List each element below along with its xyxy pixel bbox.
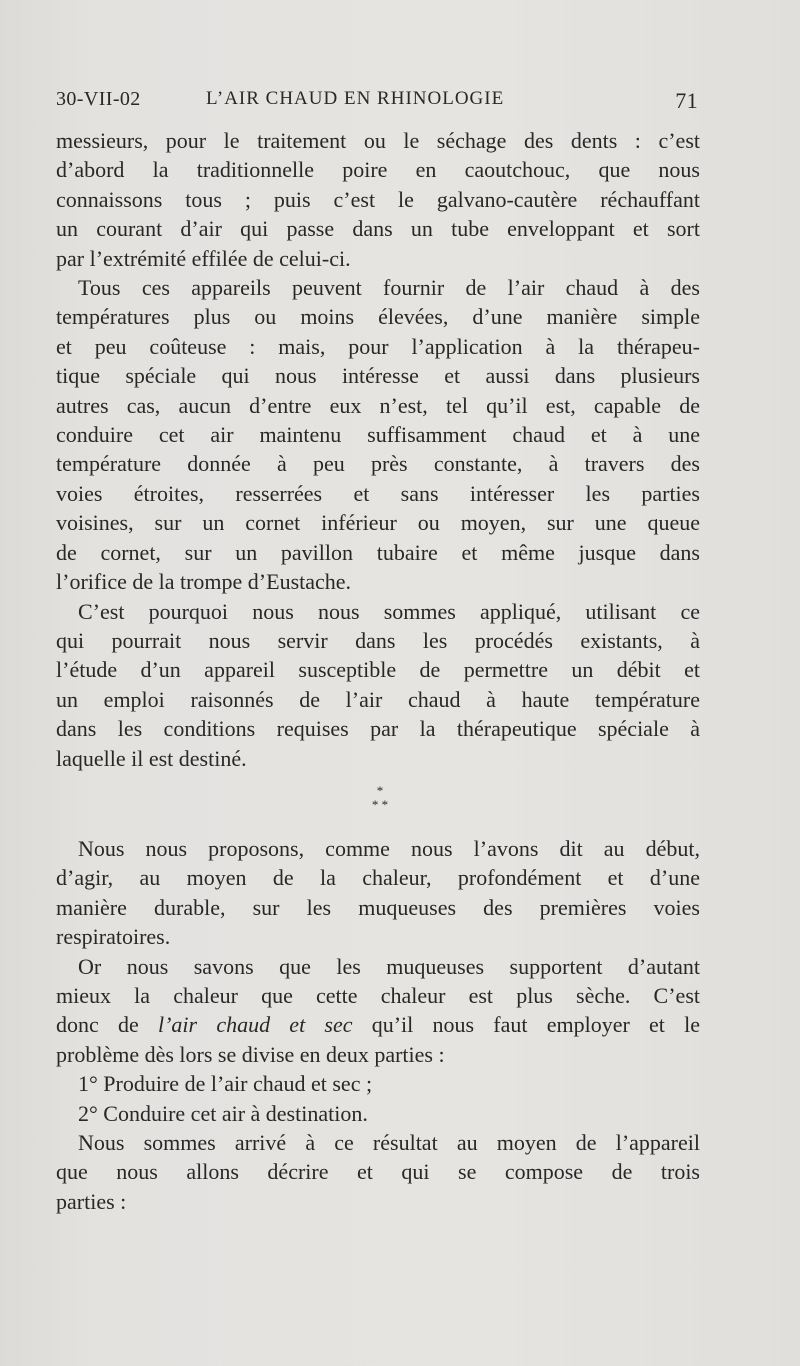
emphasis-text: l’air chaud et sec bbox=[157, 1012, 353, 1038]
text-line: de cornet, sur un pavillon tubaire et même jusque dans bbox=[56, 539, 700, 565]
text-line: laquelle il est destiné. bbox=[56, 745, 247, 771]
header-date: 30-VII-02 bbox=[56, 88, 141, 110]
text-line: l’orifice de la trompe d’Eustache. bbox=[56, 569, 352, 595]
separator-star-bottom: * * bbox=[371, 797, 389, 812]
text-line: mieux la chaleur que cette chaleur est plus sèche. C’est bbox=[56, 983, 700, 1009]
text-line: qui pourrait nous servir dans les procédés existants, à bbox=[56, 627, 700, 653]
text-line: température donnée à peu près constante, à travers des bbox=[56, 451, 700, 477]
header-title: L’AIR CHAUD EN RHINOLOGIE bbox=[206, 88, 505, 109]
text-line: autres cas, aucun d’entre eux n’est, tel qu’il est, capable de bbox=[56, 392, 700, 418]
text-line: connaissons tous ; puis c’est le galvano-cautère réchauffant bbox=[56, 186, 700, 212]
text-line: Tous ces appareils peuvent fournir de l’air chaud à des bbox=[78, 275, 700, 301]
list-item: 2° Conduire cet air à destination. bbox=[78, 1100, 368, 1126]
separator-star-top: * bbox=[376, 783, 384, 798]
text-line: d’agir, au moyen de la chaleur, profondément et d’une bbox=[56, 865, 700, 891]
text-line: l’étude d’un appareil susceptible de permettre un débit et bbox=[56, 657, 700, 683]
text-line: Nous nous proposons, comme nous l’avons dit au début, bbox=[78, 836, 700, 861]
text-line: voisines, sur un cornet inférieur ou moyen, sur une queue bbox=[56, 510, 700, 536]
text-line: Or nous savons que les muqueuses supportent d’autant bbox=[78, 953, 700, 979]
text-line: tique spéciale qui nous intéresse et aussi dans plusieurs bbox=[56, 363, 700, 389]
text-line: voies étroites, resserrées et sans intéresser les parties bbox=[56, 480, 700, 506]
text-line: problème dès lors se divise en deux parties : bbox=[56, 1041, 445, 1067]
text-line: messieurs, pour le traitement ou le séchage des dents : c’est bbox=[56, 128, 700, 153]
text-line: températures plus ou moins élevées, d’une manière simple bbox=[56, 304, 700, 330]
paragraph bbox=[56, 273, 700, 596]
paragraph bbox=[56, 126, 700, 273]
text-line: d’abord la traditionnelle poire en caoutchouc, que nous bbox=[56, 157, 700, 183]
paragraph bbox=[56, 952, 700, 1070]
page-number: 71 bbox=[675, 88, 698, 113]
text-line: manière durable, sur les muqueuses des premières voies bbox=[56, 894, 700, 920]
text-line: respiratoires. bbox=[56, 924, 171, 950]
text-line bbox=[56, 1010, 700, 1039]
numbered-list bbox=[56, 1069, 700, 1128]
text-segment: qu’il nous faut employer et le bbox=[352, 1012, 700, 1038]
text-line: un courant d’air qui passe dans un tube enveloppant et sort bbox=[56, 216, 700, 242]
main-text bbox=[56, 126, 700, 773]
text-line: conduire cet air maintenu suffisamment chaud et à une bbox=[56, 422, 700, 448]
text-line: parties : bbox=[56, 1188, 127, 1214]
text-line: que nous allons décrire et qui se compose de trois bbox=[56, 1159, 700, 1185]
section-separator bbox=[350, 784, 410, 812]
paragraph bbox=[56, 597, 700, 773]
paragraph bbox=[56, 1128, 700, 1216]
text-line: et peu coûteuse : mais, pour l’application à la thérapeu- bbox=[56, 333, 700, 359]
text-line: par l’extrémité effilée de celui-ci. bbox=[56, 245, 351, 271]
text-line: C’est pourquoi nous nous sommes appliqué, utilisant ce bbox=[78, 598, 700, 624]
text-line: un emploi raisonnés de l’air chaud à haute température bbox=[56, 686, 700, 712]
text-line: dans les conditions requises par la thérapeutique spéciale à bbox=[56, 716, 700, 742]
running-header bbox=[56, 88, 700, 120]
paragraph bbox=[56, 834, 700, 952]
text-segment: donc de bbox=[56, 1012, 158, 1038]
section-text bbox=[56, 834, 700, 1216]
list-item: 1° Produire de l’air chaud et sec ; bbox=[78, 1071, 373, 1097]
text-line: Nous sommes arrivé à ce résultat au moyen de l’appareil bbox=[78, 1130, 700, 1156]
